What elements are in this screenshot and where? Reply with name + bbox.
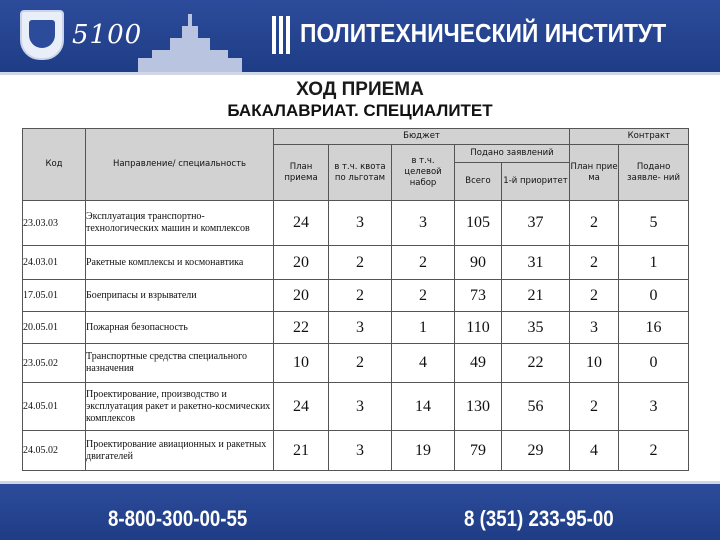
row-contract-applications: 0 [619, 344, 689, 383]
row-first-priority: 37 [502, 201, 570, 246]
logo-5100: 5100 [72, 20, 143, 50]
row-code: 24.03.01 [23, 246, 86, 280]
row-target: 1 [392, 312, 455, 344]
phone-left: 8-800-300-00-55 [108, 506, 248, 531]
row-total: 105 [455, 201, 502, 246]
row-code: 17.05.01 [23, 280, 86, 312]
row-total: 110 [455, 312, 502, 344]
row-quota: 3 [329, 201, 392, 246]
table-row [23, 280, 689, 312]
row-contract-plan: 2 [570, 201, 619, 246]
header-direction: Направление/ специальность [86, 129, 274, 201]
admissions-table [22, 128, 689, 471]
header-target: в т.ч. целевой набор [392, 145, 455, 201]
row-plan: 20 [274, 280, 329, 312]
row-contract-applications: 3 [619, 383, 689, 431]
table-row [23, 201, 689, 246]
row-quota: 2 [329, 344, 392, 383]
row-total: 130 [455, 383, 502, 431]
header-quota: в т.ч. квота по льготам [329, 145, 392, 201]
row-code: 24.05.02 [23, 431, 86, 471]
title-stripes [272, 16, 298, 54]
row-first-priority: 56 [502, 383, 570, 431]
row-contract-applications: 5 [619, 201, 689, 246]
page-title: ХОД ПРИЕМА [296, 79, 424, 100]
institute-title: ПОЛИТЕХНИЧЕСКИЙ ИНСТИТУТ [300, 18, 667, 48]
header-divider [0, 72, 720, 75]
phone-right: 8 (351) 233-95-00 [464, 506, 614, 531]
header-contract: Контракт [570, 129, 689, 145]
header-plan: План приема [274, 145, 329, 201]
row-plan: 24 [274, 383, 329, 431]
row-contract-applications: 2 [619, 431, 689, 471]
row-total: 90 [455, 246, 502, 280]
row-name: Эксплуатация транспортно-технологических машин и комплексов [86, 201, 274, 246]
row-plan: 21 [274, 431, 329, 471]
row-total: 73 [455, 280, 502, 312]
row-plan: 20 [274, 246, 329, 280]
row-code: 23.03.03 [23, 201, 86, 246]
row-plan: 22 [274, 312, 329, 344]
row-quota: 3 [329, 431, 392, 471]
header-applications: Подано заявлений [455, 145, 570, 163]
row-first-priority: 22 [502, 344, 570, 383]
row-code: 24.05.01 [23, 383, 86, 431]
row-target: 2 [392, 280, 455, 312]
table-row [23, 312, 689, 344]
row-quota: 3 [329, 312, 392, 344]
row-target: 4 [392, 344, 455, 383]
row-contract-plan: 2 [570, 280, 619, 312]
row-name: Проектирование, производство и эксплуатация ракет и ракетно-космических комплексов [86, 383, 274, 431]
row-name: Транспортные средства специального назначения [86, 344, 274, 383]
row-name: Пожарная безопасность [86, 312, 274, 344]
row-quota: 2 [329, 280, 392, 312]
header-contract-applications: Подано заявле- ний [619, 145, 689, 201]
row-contract-plan: 10 [570, 344, 619, 383]
row-target: 14 [392, 383, 455, 431]
row-first-priority: 29 [502, 431, 570, 471]
row-contract-plan: 2 [570, 246, 619, 280]
row-contract-plan: 3 [570, 312, 619, 344]
header-code: Код [23, 129, 86, 201]
header-contract-plan: План прие ма [570, 145, 619, 201]
row-code: 23.05.02 [23, 344, 86, 383]
university-building-icon [130, 6, 260, 72]
row-target: 19 [392, 431, 455, 471]
row-plan: 24 [274, 201, 329, 246]
page-subtitle: БАКАЛАВРИАТ. СПЕЦИАЛИТЕТ [227, 101, 493, 120]
row-contract-plan: 4 [570, 431, 619, 471]
table-row [23, 246, 689, 280]
row-total: 49 [455, 344, 502, 383]
university-emblem-icon [20, 10, 64, 60]
row-target: 2 [392, 246, 455, 280]
header-bar [0, 0, 720, 72]
row-name: Проектирование авиационных и ракетных двигателей [86, 431, 274, 471]
row-quota: 3 [329, 383, 392, 431]
row-contract-applications: 16 [619, 312, 689, 344]
row-first-priority: 31 [502, 246, 570, 280]
table-row [23, 431, 689, 471]
table-row [23, 383, 689, 431]
row-name: Боеприпасы и взрыватели [86, 280, 274, 312]
row-plan: 10 [274, 344, 329, 383]
row-contract-plan: 2 [570, 383, 619, 431]
table-row [23, 344, 689, 383]
row-total: 79 [455, 431, 502, 471]
row-name: Ракетные комплексы и космонавтика [86, 246, 274, 280]
row-code: 20.05.01 [23, 312, 86, 344]
header-total: Всего [455, 163, 502, 201]
row-contract-applications: 0 [619, 280, 689, 312]
header-budget: Бюджет [274, 129, 570, 145]
row-target: 3 [392, 201, 455, 246]
row-contract-applications: 1 [619, 246, 689, 280]
header-first-priority: 1-й приоритет [502, 163, 570, 201]
row-first-priority: 35 [502, 312, 570, 344]
row-quota: 2 [329, 246, 392, 280]
row-first-priority: 21 [502, 280, 570, 312]
